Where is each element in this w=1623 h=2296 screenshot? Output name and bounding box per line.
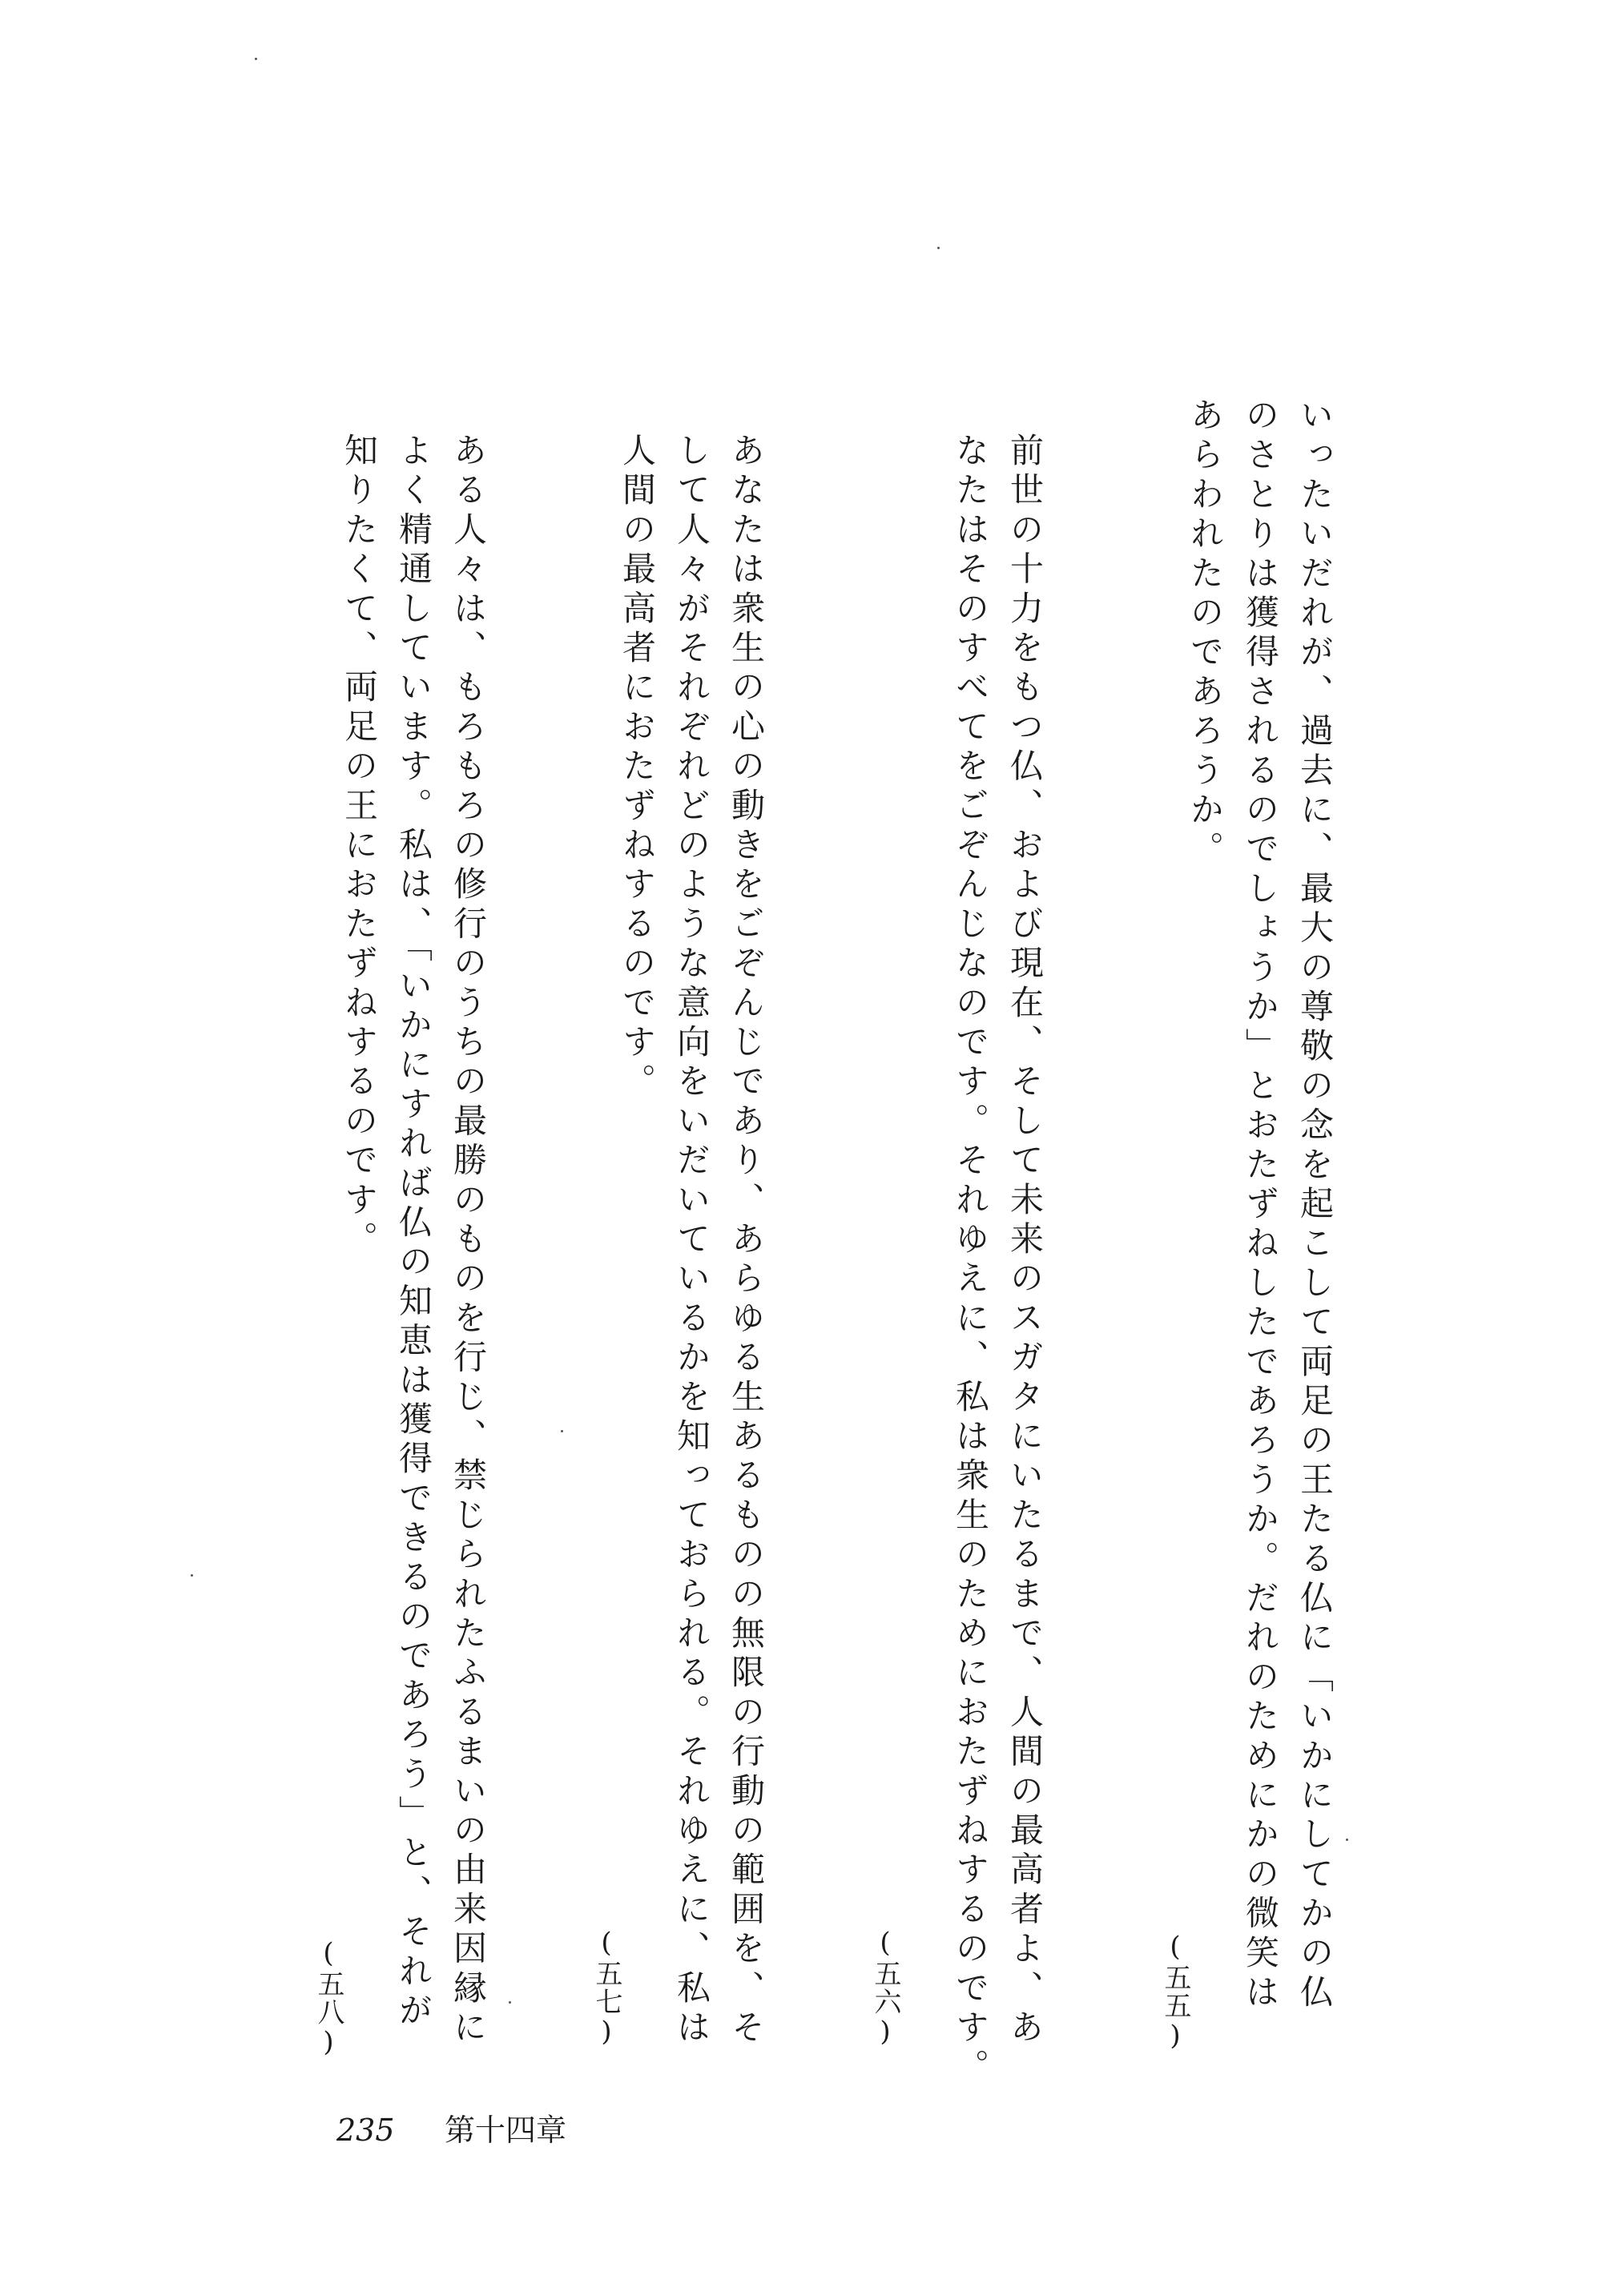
page-number: 235 [336,2113,395,2148]
scan-speck [1346,1839,1348,1841]
scan-speck [937,247,940,249]
verse-number-58: (五八) [312,1937,344,2059]
scan-speck [561,1430,563,1432]
verse-57-line-3: 人間の最高者におたずねするのです。 [618,433,657,1103]
scan-speck [509,2001,511,2004]
verse-55-line-3: あらわれたのであろうか。 [1186,397,1225,871]
verse-58-line-1: ある人々は、もろもろの修行のうちの最勝のものを行じ、禁じられたふるまいの由来因縁に [449,433,488,2049]
verse-number-57: (五七) [590,1927,622,2048]
verse-57-line-1: あなたは衆生の心の動きをごぞんじであり、あらゆる生あるものの無限の行動の範囲を、そ [727,433,766,2049]
verse-56-line-1: 前世の十力をもつ仏、および現在、そして未来のスガタにいたるまで、人間の最高者よ、あ [1005,433,1045,2049]
verse-number-55: (五五) [1159,1931,1191,2052]
verse-58-line-2: よく精通しています。私は、「いかにすれば仏の知恵は獲得できるのであろう」と、それが [394,433,433,2032]
verse-55-line-2: のさとりは獲得されるのでしょうか」とおたずねしたであろうか。だれのためにかの微笑は [1241,397,1280,2014]
scan-speck [191,1574,193,1577]
verse-56-line-2: なたはそのすべてをごぞんじなのです。それゆえに、私は衆生のためにおたずねするのです。 [951,433,990,2089]
verse-55-line-1: いったいだれが、過去に、最大の尊敬の念を起こして両足の王たる仏に「いかにしてかの仏 [1295,397,1335,2014]
verse-58-line-3: 知りたくて、両足の王におたずねするのです。 [340,433,379,1261]
scan-speck [255,58,257,60]
verse-number-56: (五六) [869,1927,901,2048]
verse-57-line-2: して人々がそれぞれどのような意向をいだいているかを知っておられる。それゆえに、私は [672,433,711,2049]
chapter-title: 第十四章 [445,2113,567,2148]
